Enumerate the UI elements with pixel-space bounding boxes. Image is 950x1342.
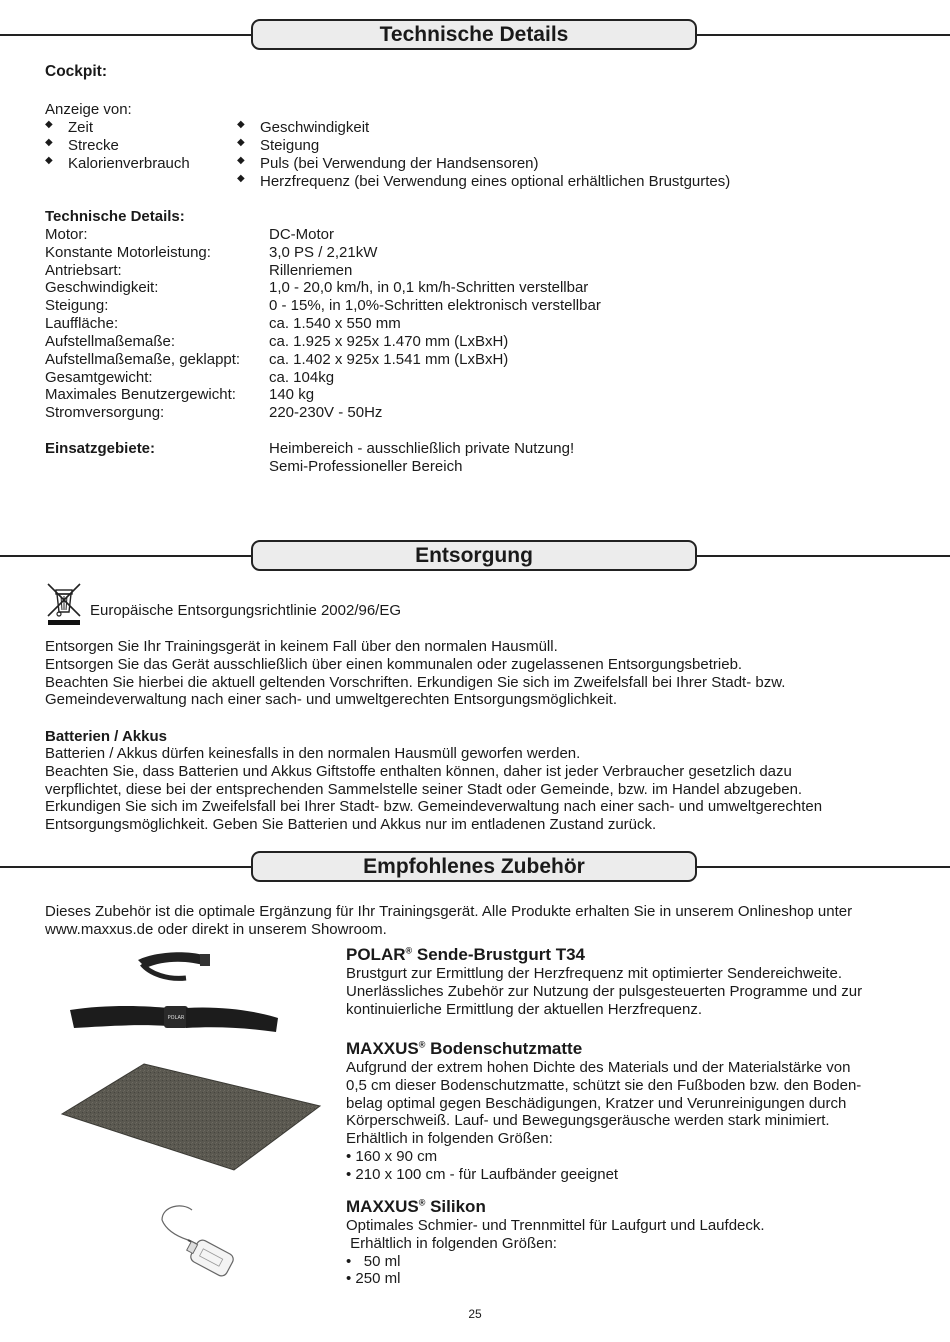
accessories-intro: Dieses Zubehör ist die optimale Ergänzung für Ihr Trainingsgerät. Alle Produkte erhalten Sie in unserem Onlineshop unter www.maxxus.de oder direkt in unserem Showroom. <box>45 903 853 938</box>
cockpit-heading: Cockpit: <box>45 63 107 80</box>
svg-text:POLAR: POLAR <box>167 1015 185 1021</box>
disposal-text: Entsorgen Sie Ihr Trainingsgerät in keinem Fall über den normalen Hausmüll. Entsorgen Sie das Gerät ausschließlich über einen kommunalen oder zugelassenen Entsorgungsbetrieb. Beachten Sie hierbei die aktuell geltenden Vorschriften. Erkundigen Sie sich im Zweifelsfall bei Ihrer Stadt- bzw. Gemeindeverwaltung nach einer sach- und umweltgerechten Entsorgungsmöglichkeit. <box>45 638 786 709</box>
product-description: Brustgurt zur Ermittlung der Herzfrequenz mit optimierter Sendereichweite. Unerlässliches Zubehör zur Nutzung der pulsgesteuerten Programme und zur kontinuierliche Ermittlung der aktuellen Herzfrequenz. <box>346 965 863 1018</box>
floor-mat-image <box>60 1062 322 1172</box>
cockpit-intro: Anzeige von: <box>45 101 132 118</box>
silicone-bottle-image <box>152 1200 242 1284</box>
page-number: 25 <box>468 1307 482 1321</box>
section-title-disposal: Entsorgung <box>251 540 697 571</box>
product-title: MAXXUS® Silikon <box>346 1197 486 1216</box>
chest-strap-image <box>68 948 284 1040</box>
disposal-directive: Europäische Entsorgungsrichtlinie 2002/96/EG <box>90 602 402 619</box>
section-title-accessories: Empfohlenes Zubehör <box>251 851 697 882</box>
product-title: MAXXUS® Bodenschutzmatte <box>346 1039 583 1058</box>
product-title: POLAR® Sende-Brustgurt T34 <box>346 945 585 964</box>
section-title-tech: Technische Details <box>251 19 697 50</box>
usage-value: Heimbereich - ausschließlich private Nutzung! <box>269 440 575 457</box>
product-description: Aufgrund der extrem hohen Dichte des Materials und der Materialstärke von 0,5 cm dieser Bodenschutzmatte, schützt sie den Fußboden bzw. den Boden- belag optimal gegen Beschädigungen, Kratzer und Verunreinigungen durch Körperschweiß. Lauf- und Bewegungsgeräusche werden stark minimiert. Erhältlich in folgenden Größen: • 160 x 90 cm • 210 x 100 cm - für Laufbänder geeignet <box>346 1059 862 1183</box>
battery-heading: Batterien / Akkus <box>45 728 167 745</box>
product-description: Optimales Schmier- und Trennmittel für Laufgurt und Laufdeck. Erhältlich in folgenden Größen: • 50 ml • 250 ml <box>346 1217 765 1288</box>
tech-details-heading: Technische Details: <box>45 208 185 225</box>
usage-value: Semi-Professioneller Bereich <box>269 458 463 475</box>
crossed-bin-icon <box>44 580 84 626</box>
usage-label: Einsatzgebiete: <box>45 440 156 457</box>
battery-text: Batterien / Akkus dürfen keinesfalls in den normalen Hausmüll geworfen werden. Beachten Sie, dass Batterien und Akkus Giftstoffe enthalten können, daher ist jeder Verbraucher gesetzlich dazu verpflichtet, diese bei der entsprechenden Sammelstelle seiner Stadt oder Gemeinde, bzw. im Handel abzugeben. Erkundigen Sie sich im Zweifelsfall bei Ihrer Stadt- bzw. Gemeindeverwaltung nach einer sach- und umweltgerechten Entsorgungsmöglichkeit. Geben Sie Batterien und Akkus nur im entladenen Zustand zurück. <box>45 745 823 834</box>
